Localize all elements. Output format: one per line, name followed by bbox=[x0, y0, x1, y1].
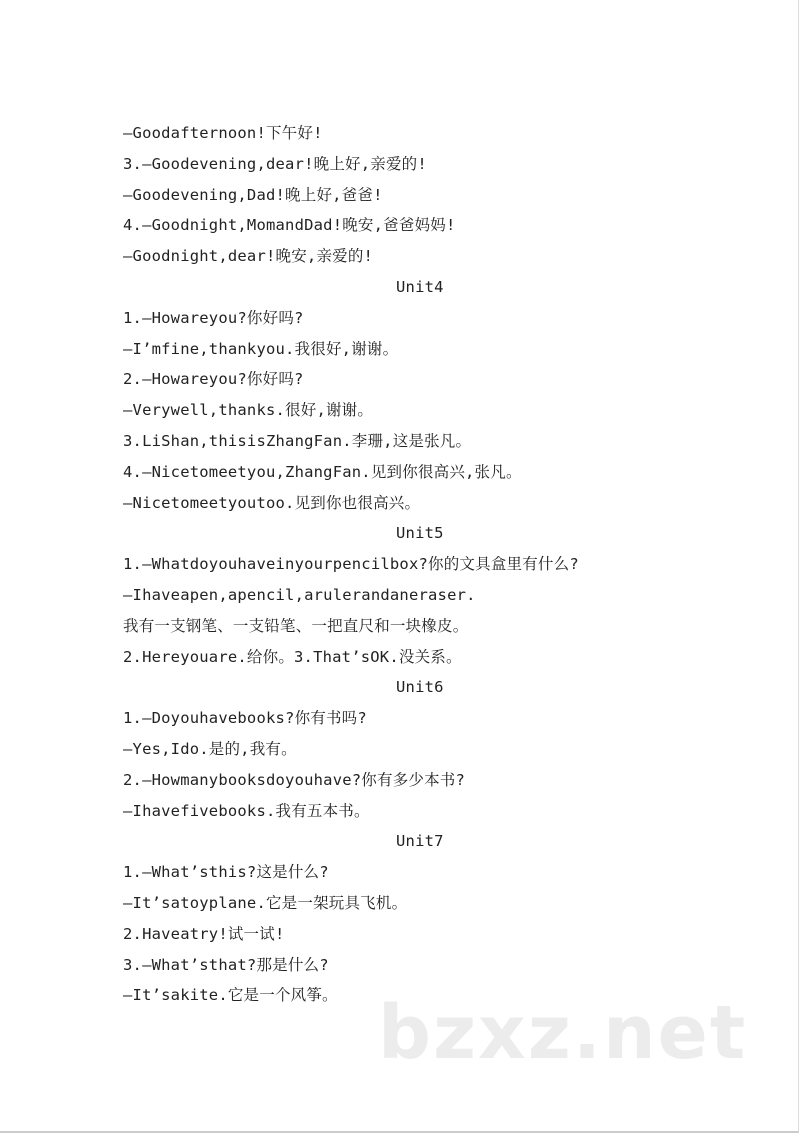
text-line: —I’mfine,thankyou.我很好,谢谢。 bbox=[123, 339, 399, 358]
text-line: 2.—Howmanybooksdoyouhave?你有多少本书? bbox=[123, 770, 466, 789]
document-body bbox=[123, 118, 743, 1011]
text-line: —It’satoyplane.它是一架玩具飞机。 bbox=[123, 893, 408, 912]
unit-heading: Unit6 bbox=[396, 678, 444, 697]
watermark: bzxz.net bbox=[378, 990, 748, 1076]
text-line: 1.—Howareyou?你好吗? bbox=[123, 308, 304, 327]
text-line: —Ihavefivebooks.我有五本书。 bbox=[123, 801, 370, 820]
text-line: —Nicetomeetyoutoo.见到你也很高兴。 bbox=[123, 493, 421, 512]
text-line: 我有一支钢笔、一支铅笔、一把直尺和一块橡皮。 bbox=[123, 616, 469, 635]
text-line: 1.—Doyouhavebooks?你有书吗? bbox=[123, 709, 367, 728]
text-line: —It’sakite.它是一个风筝。 bbox=[123, 986, 338, 1005]
text-line: 1.—Whatdoyouhaveinyourpencilbox?你的文具盒里有什么? bbox=[123, 555, 579, 574]
text-line: 3.—Goodevening,dear!晚上好,亲爱的! bbox=[123, 154, 427, 173]
text-line: —Ihaveapen,apencil,arulerandaneraser. bbox=[123, 585, 476, 604]
text-line: —Verywell,thanks.很好,谢谢。 bbox=[123, 401, 374, 420]
text-line: 4.—Nicetomeetyou,ZhangFan.见到你很高兴,张凡。 bbox=[123, 462, 522, 481]
text-line: 2.Haveatry!试一试! bbox=[123, 924, 285, 943]
text-line: 4.—Goodnight,MomandDad!晚安,爸爸妈妈! bbox=[123, 216, 456, 235]
unit-heading: Unit7 bbox=[396, 832, 444, 851]
unit-heading: Unit4 bbox=[396, 277, 444, 296]
unit-heading: Unit5 bbox=[396, 524, 444, 543]
text-line: 2.—Howareyou?你好吗? bbox=[123, 370, 304, 389]
text-line: 3.LiShan,thisisZhangFan.李珊,这是张凡。 bbox=[123, 431, 472, 450]
text-line: 2.Hereyouare.给你。3.That’sOK.没关系。 bbox=[123, 647, 462, 666]
text-line: —Goodafternoon!下午好! bbox=[123, 124, 323, 142]
text-line: 1.—What’sthis?这是什么? bbox=[123, 863, 329, 882]
text-line: —Goodevening,Dad!晚上好,爸爸! bbox=[123, 185, 383, 204]
text-line: —Yes,Ido.是的,我有。 bbox=[123, 739, 297, 758]
text-line: 3.—What’sthat?那是什么? bbox=[123, 955, 329, 974]
text-line: —Goodnight,dear!晚安,亲爱的! bbox=[123, 247, 374, 266]
